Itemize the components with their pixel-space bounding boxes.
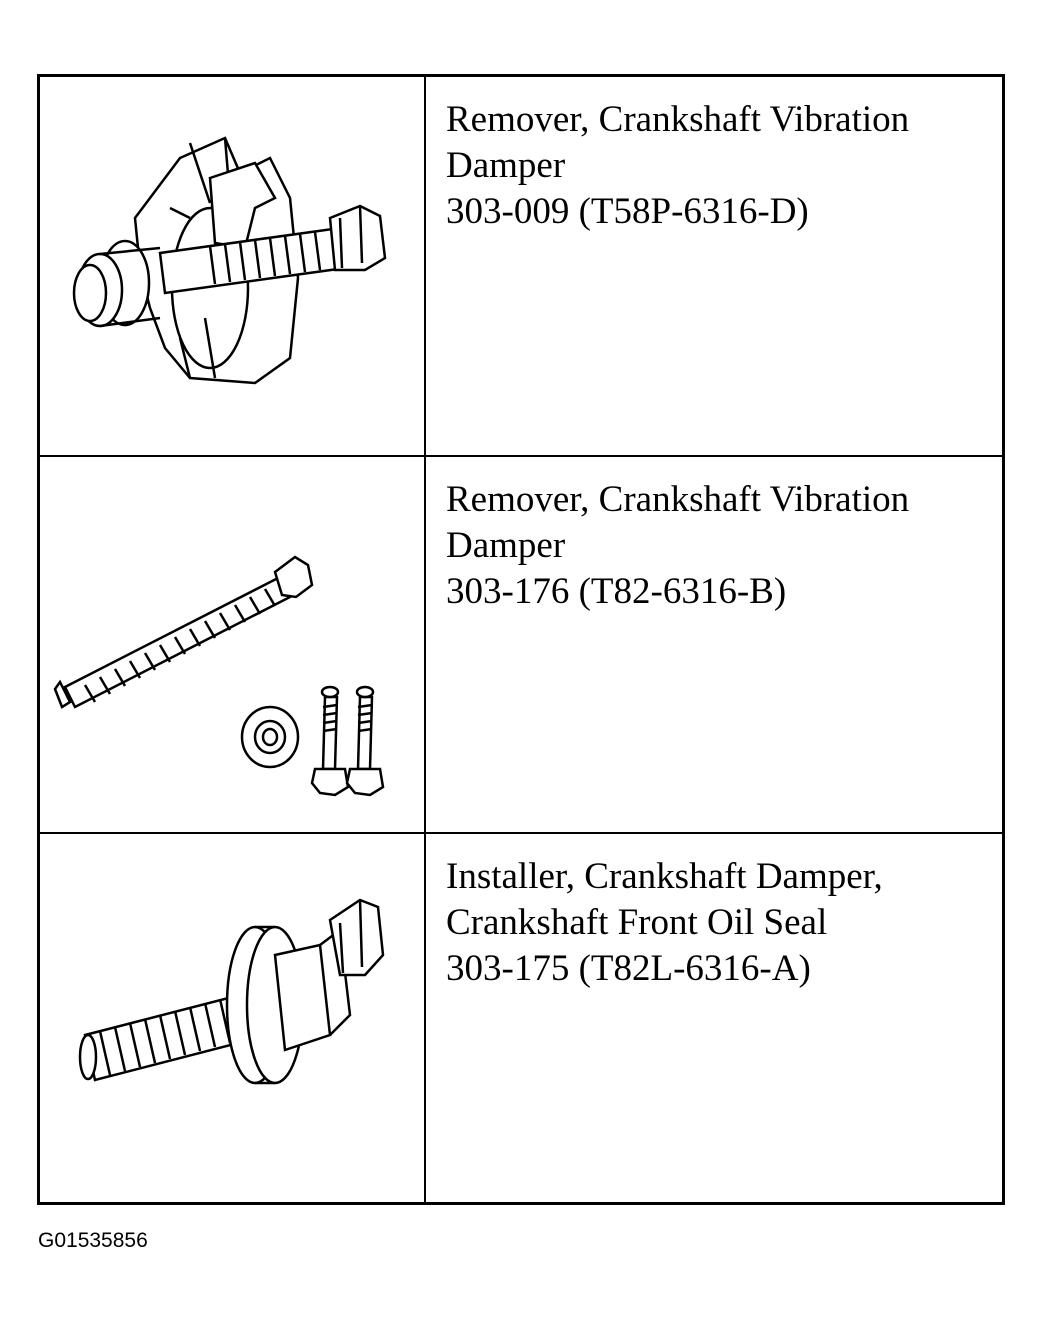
tool-name-line-1: Remover, Crankshaft Vibration — [446, 479, 910, 520]
tool-part-number: 303-176 (T82-6316-B) — [446, 571, 787, 612]
tool-name-line-1: Remover, Crankshaft Vibration — [446, 99, 910, 140]
tool-row — [40, 457, 1002, 834]
tool-illustration-cell — [40, 457, 426, 832]
special-tools-table — [37, 74, 1005, 1205]
tool-name-line-2: Damper — [446, 145, 566, 186]
tool-illustration-cell — [40, 834, 426, 1202]
tool-name-line-2: Crankshaft Front Oil Seal — [446, 902, 828, 943]
tool-illustration-cell — [40, 77, 426, 455]
crankshaft-damper-remover-puller-icon — [40, 77, 424, 455]
tool-row — [40, 77, 1002, 457]
tool-name-line-1: Installer, Crankshaft Damper, — [446, 856, 883, 897]
tool-description — [446, 477, 996, 615]
tool-part-number: 303-175 (T82L-6316-A) — [446, 948, 811, 989]
figure-id: G01535856 — [38, 1229, 148, 1252]
tool-description — [446, 854, 996, 992]
tool-name-line-2: Damper — [446, 525, 566, 566]
damper-installer-threaded-rod-icon — [40, 834, 424, 1202]
damper-remover-screw-and-bolts-icon — [40, 457, 424, 832]
tool-part-number: 303-009 (T58P-6316-D) — [446, 191, 809, 232]
tool-row — [40, 834, 1002, 1202]
tool-description — [446, 97, 996, 235]
